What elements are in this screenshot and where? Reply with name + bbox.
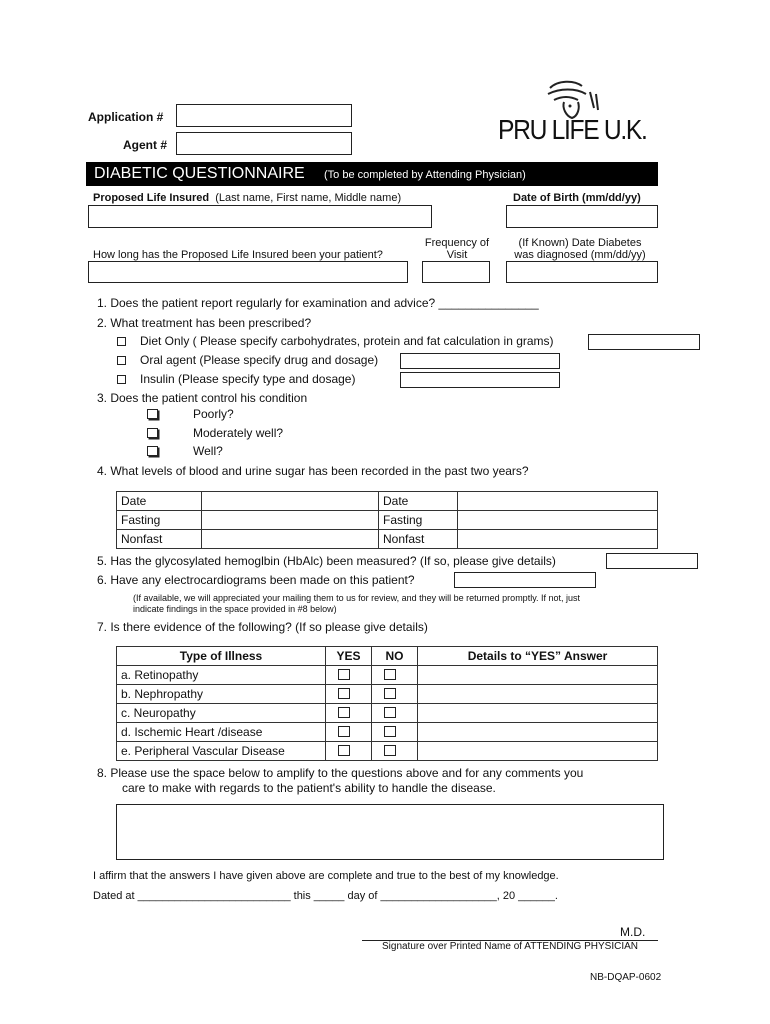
question-2: 2. What treatment has been prescribed? [97, 316, 312, 330]
question-1: 1. Does the patient report regularly for examination and advice? _______________ [97, 296, 539, 310]
question-6: 6. Have any electrocardiograms been made on this patient? [97, 573, 415, 587]
diet-only-checkbox[interactable] [117, 337, 126, 346]
table-row [117, 492, 658, 511]
illness-table [116, 646, 658, 761]
signature-caption: Signature over Printed Name of ATTENDING PHYSICIAN [381, 941, 638, 952]
sugar-cell[interactable] [458, 492, 658, 511]
application-number-field[interactable] [176, 104, 352, 127]
illness-name: a. Retinopathy [117, 666, 326, 685]
how-long-label: How long has the Proposed Life Insured been your patient? [93, 249, 383, 261]
agent-label: Agent # [123, 138, 168, 152]
question-6-note-2: indicate findings in the space provided in #8 below) [133, 604, 337, 614]
col-header-yes: YES [326, 647, 372, 666]
sugar-row-label: Nonfast [379, 530, 458, 549]
insulin-checkbox[interactable] [117, 375, 126, 384]
sugar-row-label: Date [379, 492, 458, 511]
insured-name-label-rest: (Last name, First name, Middle name) [215, 192, 402, 204]
frequency-label-2: Visit [446, 249, 468, 261]
sugar-cell[interactable] [458, 530, 658, 549]
yes-cell [326, 742, 372, 761]
no-checkbox[interactable] [384, 726, 396, 737]
yes-cell [326, 685, 372, 704]
table-row [117, 685, 658, 704]
no-cell [372, 666, 418, 685]
agent-number-field[interactable] [176, 132, 352, 155]
oral-agent-checkbox[interactable] [117, 356, 126, 365]
sugar-row-label: Date [117, 492, 202, 511]
form-subtitle: (To be completed by Attending Physician) [324, 169, 526, 181]
hba1c-field[interactable] [606, 553, 698, 569]
no-checkbox[interactable] [384, 688, 396, 699]
illness-name: d. Ischemic Heart /disease [117, 723, 326, 742]
illness-name: b. Nephropathy [117, 685, 326, 704]
company-logo-text: PRU LIFE U.K. [498, 114, 647, 145]
form-code: NB-DQAP-0602 [590, 972, 662, 983]
insured-name-label-bold: Proposed Life Insured [93, 192, 210, 204]
poorly-label: Poorly? [193, 407, 234, 421]
question-5: 5. Has the glycosylated hemoglbin (HbAlc) been measured? (If so, please give details) [97, 554, 556, 568]
sugar-cell[interactable] [202, 511, 379, 530]
details-cell[interactable] [418, 685, 658, 704]
table-row [117, 704, 658, 723]
table-row [117, 723, 658, 742]
no-cell [372, 742, 418, 761]
application-label: Application # [88, 110, 164, 124]
frequency-label-1: Frequency of [424, 237, 490, 249]
ecg-field[interactable] [454, 572, 596, 588]
poorly-checkbox[interactable] [147, 409, 158, 419]
question-4: 4. What levels of blood and urine sugar has been recorded in the past two years? [97, 464, 529, 478]
details-cell[interactable] [418, 742, 658, 761]
insulin-label: Insulin (Please specify type and dosage) [140, 372, 356, 386]
illness-name: e. Peripheral Vascular Disease [117, 742, 326, 761]
blood-sugar-table [116, 491, 658, 549]
no-checkbox[interactable] [384, 745, 396, 756]
well-label: Well? [193, 444, 223, 458]
table-row [117, 511, 658, 530]
no-cell [372, 685, 418, 704]
form-title: DIABETIC QUESTIONNAIRE [94, 165, 305, 182]
sugar-cell[interactable] [458, 511, 658, 530]
how-long-field[interactable] [88, 261, 408, 283]
illness-name: c. Neuropathy [117, 704, 326, 723]
sugar-row-label: Fasting [379, 511, 458, 530]
yes-checkbox[interactable] [338, 669, 350, 680]
col-header-illness: Type of Illness [117, 647, 326, 666]
question-7: 7. Is there evidence of the following? (If so please give details) [97, 620, 428, 634]
table-row [117, 666, 658, 685]
well-checkbox[interactable] [147, 446, 158, 456]
yes-checkbox[interactable] [338, 745, 350, 756]
oral-agent-label: Oral agent (Please specify drug and dosage) [140, 353, 379, 367]
insured-name-field[interactable] [88, 205, 432, 228]
dob-field[interactable] [506, 205, 658, 228]
diet-only-label: Diet Only ( Please specify carbohydrates, protein and fat calculation in grams) [140, 334, 554, 348]
yes-cell [326, 704, 372, 723]
no-cell [372, 704, 418, 723]
dob-label: Date of Birth (mm/dd/yy) [513, 192, 641, 204]
comments-field[interactable] [116, 804, 664, 860]
table-header-row [117, 647, 658, 666]
title-bar [86, 162, 658, 186]
col-header-details: Details to “YES” Answer [418, 647, 658, 666]
diagnosed-date-field[interactable] [506, 261, 658, 283]
question-6-note-1: (If available, we will appreciated your mailing them to us for review, and they will be returned promptly. If not, just [133, 593, 581, 603]
question-8-line-1: 8. Please use the space below to amplify to the questions above and for any comments you [97, 766, 584, 780]
yes-checkbox[interactable] [338, 688, 350, 699]
sugar-row-label: Nonfast [117, 530, 202, 549]
sugar-row-label: Fasting [117, 511, 202, 530]
diagnosed-label-1: (If Known) Date Diabetes [518, 237, 642, 249]
question-3: 3. Does the patient control his condition [97, 391, 308, 405]
dated-line: Dated at _________________________ this _____ day of ___________________, 20 ______. [93, 890, 558, 902]
frequency-field[interactable] [422, 261, 490, 283]
yes-cell [326, 723, 372, 742]
moderately-well-checkbox[interactable] [147, 428, 158, 438]
md-label: M.D. [620, 925, 646, 939]
diet-only-field[interactable] [588, 334, 700, 350]
sugar-cell[interactable] [202, 530, 379, 549]
sugar-cell[interactable] [202, 492, 379, 511]
moderately-well-label: Moderately well? [193, 426, 284, 440]
details-cell[interactable] [418, 723, 658, 742]
affirmation-text: I affirm that the answers I have given above are complete and true to the best of my knowledge. [93, 870, 559, 882]
table-row [117, 742, 658, 761]
yes-checkbox[interactable] [338, 726, 350, 737]
col-header-no: NO [372, 647, 418, 666]
insured-name-label [93, 192, 401, 204]
insulin-field[interactable] [400, 372, 560, 388]
no-checkbox[interactable] [384, 707, 396, 718]
diagnosed-label-2: was diagnosed (mm/dd/yy) [514, 249, 646, 261]
details-cell[interactable] [418, 666, 658, 685]
yes-cell [326, 666, 372, 685]
oral-agent-field[interactable] [400, 353, 560, 369]
no-cell [372, 723, 418, 742]
question-8-line-2: care to make with regards to the patient's ability to handle the disease. [122, 781, 496, 795]
yes-checkbox[interactable] [338, 707, 350, 718]
no-checkbox[interactable] [384, 669, 396, 680]
details-cell[interactable] [418, 704, 658, 723]
table-row [117, 530, 658, 549]
